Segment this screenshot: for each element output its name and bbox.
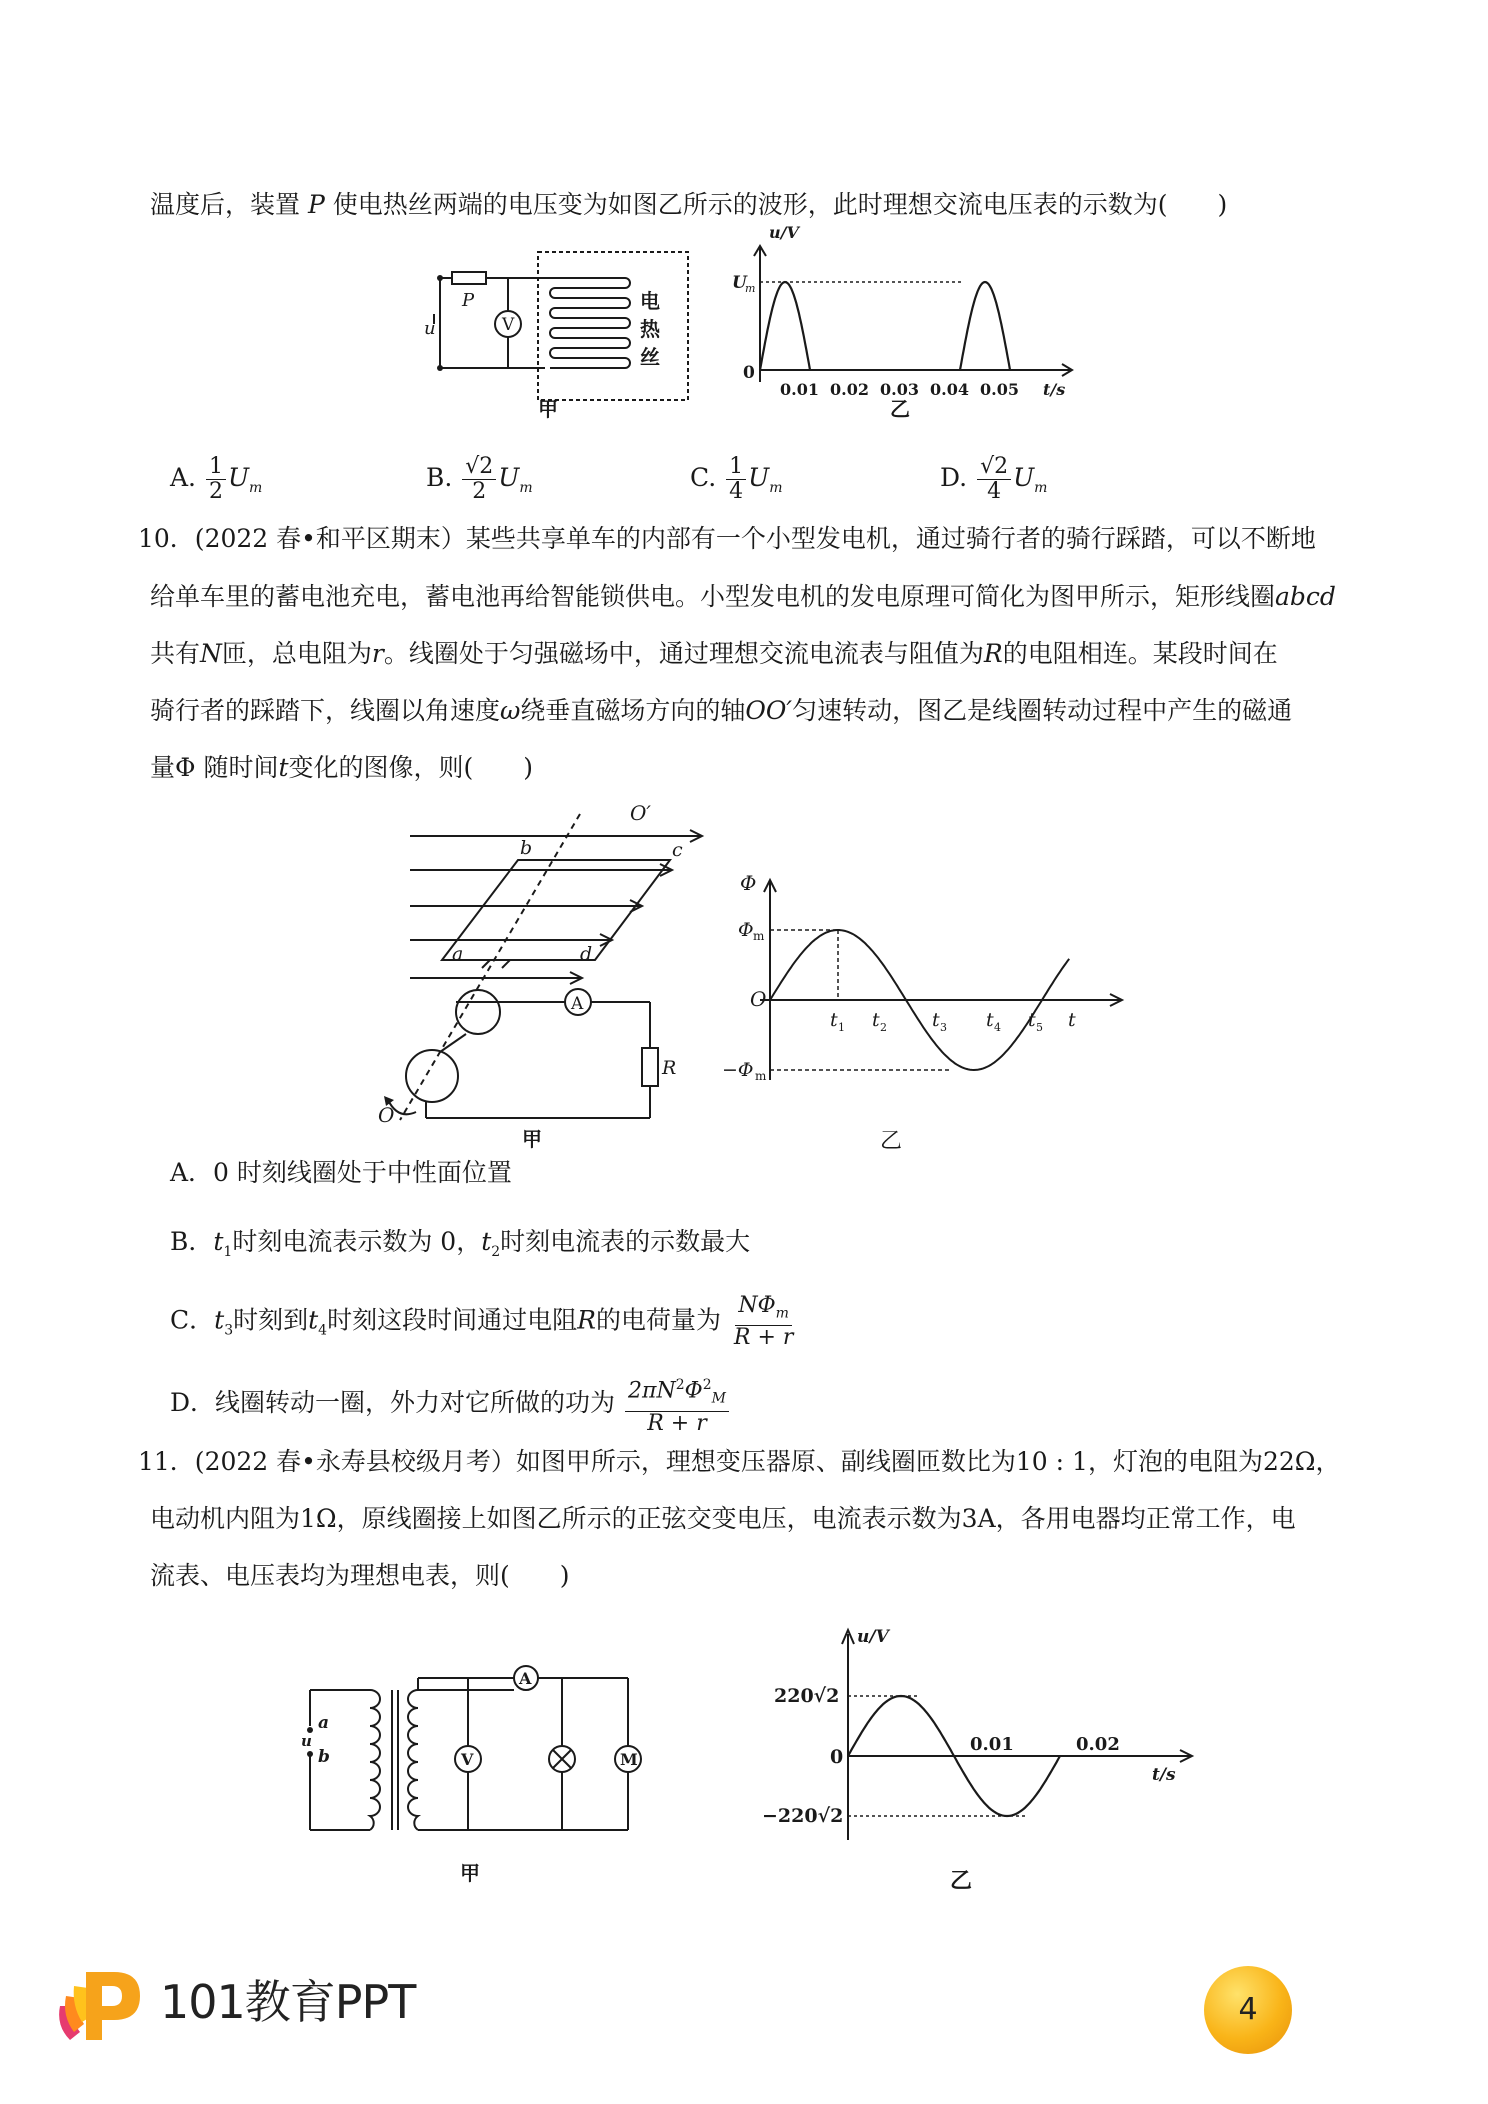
tick-t1-sub: 1 — [838, 1021, 845, 1034]
text: 使电热丝两端的电压变为如图乙所示的波形，此时理想交流电压表的示数为( ) — [332, 190, 1228, 219]
tick-t1: t — [830, 1009, 838, 1031]
label-b: b — [520, 837, 533, 859]
fraction: $\frac{N\Phi_m}{R + r}$ — [733, 1293, 794, 1351]
q11-figure-jia — [300, 1650, 660, 1900]
label-phi-m-sub: m — [753, 929, 765, 943]
tick-t3: t — [932, 1009, 940, 1031]
q11-figure-yi — [760, 1620, 1210, 1900]
origin-O: O — [750, 987, 767, 1011]
heater-label-1: 电 — [640, 289, 660, 313]
tick-0.04: 0.04 — [930, 380, 969, 399]
caption-yi: 乙 — [950, 1868, 973, 1894]
label-neg-phi-m-sub: m — [755, 1069, 767, 1083]
tick-t2-sub: 2 — [880, 1021, 887, 1034]
terminal-top — [437, 275, 443, 281]
label-peak: 220√2 — [774, 1685, 840, 1707]
label-O-prime: O′ — [630, 801, 651, 825]
q10-figure-jia — [370, 800, 730, 1160]
fraction: $\frac{√2}{4}$ — [977, 455, 1011, 504]
option-letter: C. — [690, 463, 717, 492]
option-letter: B. — [426, 463, 453, 492]
q10-line-5: 量Φ 随时间t变化的图像，则( ) — [150, 753, 534, 782]
fraction: $\frac{√2}{2}$ — [462, 455, 496, 504]
tick-t3-sub: 3 — [940, 1021, 947, 1034]
axis-label-u: u/V — [769, 223, 799, 242]
q10-line-1: 10．(2022 春•和平区期末）某些共享单车的内部有一个小型发电机，通过骑行者的骑行踩踏，可以不断地 — [138, 524, 1316, 553]
q9-option-a[interactable]: A. $\frac{1}{2}$ $U_m$ — [170, 454, 263, 504]
tick-t2: t — [872, 1009, 880, 1031]
tick-0.01: 0.01 — [970, 1734, 1014, 1755]
tick-0.05: 0.05 — [980, 380, 1019, 399]
q9-intro-line — [150, 188, 1227, 222]
half-sine-pulse-1 — [760, 282, 810, 370]
terminal-bottom — [437, 365, 443, 371]
label-R: R — [662, 1057, 677, 1079]
q11-line-3: 流表、电压表均为理想电表，则( ) — [150, 1561, 570, 1590]
label-u: u — [301, 1732, 312, 1750]
tick-t4: t — [986, 1009, 994, 1031]
q10-option-d[interactable]: D．线圈转动一圈，外力对它所做的功为 $\frac{2\pi N^2\Phi^2_M}{R + r}$ — [170, 1373, 731, 1436]
q9-option-c[interactable]: C. $\frac{1}{4}$ $U_m$ — [690, 454, 783, 504]
half-sine-pulse-2 — [960, 282, 1010, 370]
axis-label-t: t/s — [1043, 380, 1066, 399]
page-number-badge: 4 — [1204, 1966, 1292, 2054]
var-P: P — [307, 190, 325, 219]
origin-0: 0 — [743, 363, 755, 383]
option-letter: A. — [170, 463, 197, 492]
q10-line-4: 骑行者的踩踏下，线圈以角速度ω绕垂直磁场方向的轴OO′匀速转动，图乙是线圈转动过程中产生的磁通 — [150, 696, 1293, 725]
q10-figure-yi — [720, 870, 1140, 1160]
heater-label-3: 丝 — [640, 345, 660, 369]
tick-0.02: 0.02 — [1076, 1734, 1120, 1755]
axis-label-phi: Φ — [740, 871, 757, 895]
label-P: P — [462, 290, 475, 311]
q10-line-3: 共有N匝，总电阻为r。线圈处于匀强磁场中，通过理想交流电流表与阻值为R的电阻相连。某段时间在 — [150, 639, 1278, 668]
motor-M: M — [620, 1750, 638, 1769]
q9-option-d[interactable]: D. $\frac{√2}{4}$ $U_m$ — [940, 454, 1048, 504]
axis-label-t: t/s — [1152, 1765, 1176, 1785]
label-Um: U — [732, 273, 747, 293]
label-O: O — [378, 1103, 395, 1127]
label-a: a — [318, 1713, 330, 1733]
heater-label-2: 热 — [640, 317, 660, 341]
q10-option-c[interactable]: C．$t_3$时刻到$t_4$时刻这段时间通过电阻R的电荷量为 $\frac{N\Phi_m}{R + r}$ — [170, 1294, 798, 1350]
ammeter-A: A — [519, 1669, 532, 1688]
caption-yi: 乙 — [890, 397, 910, 421]
label-phi-m: Φ — [738, 919, 754, 941]
axis-label-t: t — [1068, 1009, 1076, 1031]
rectified-wave — [760, 282, 1010, 370]
label-trough: −220√2 — [762, 1805, 844, 1827]
label-b: b — [318, 1747, 330, 1767]
voltmeter-V: V — [502, 315, 515, 335]
label-a: a — [452, 943, 464, 965]
tick-t5: t — [1028, 1009, 1036, 1031]
option-letter: D. — [940, 463, 968, 492]
terminal-b — [307, 1751, 313, 1757]
caption-yi: 乙 — [880, 1129, 903, 1154]
caption-jia: 甲 — [460, 1861, 480, 1885]
q10-option-b[interactable]: B．$t_1$时刻电流表示数为 0，$t_2$时刻电流表的示数最大 — [170, 1227, 751, 1260]
label-neg-phi-m: −Φ — [722, 1059, 754, 1081]
tick-t5-sub: 5 — [1036, 1021, 1043, 1034]
origin-0: 0 — [830, 1746, 844, 1768]
q10-option-a[interactable]: A．0 时刻线圈处于中性面位置 — [170, 1158, 512, 1187]
tick-t4-sub: 4 — [994, 1021, 1001, 1034]
q10-line-2: 给单车里的蓄电池充电，蓄电池再给智能锁供电。小型发电机的发电原理可简化为图甲所示，矩形线圈abcd — [150, 582, 1336, 611]
tick-0.02: 0.02 — [830, 380, 869, 399]
label-d: d — [580, 943, 593, 965]
voltmeter-V: V — [461, 1750, 474, 1769]
label-c: c — [672, 839, 683, 861]
axis-label-u: u/V — [857, 1627, 889, 1647]
brand-logo — [52, 1962, 452, 2042]
q11-line-1: 11．(2022 春•永寿县校级月考）如图甲所示，理想变压器原、副线圈匝数比为10 : 1，灯泡的电阻为22Ω， — [138, 1447, 1341, 1476]
q9-option-b[interactable]: B. $\frac{√2}{2}$ $U_m$ — [426, 454, 533, 504]
fraction: $\frac{2\pi N^2\Phi^2_M}{R + r}$ — [625, 1373, 729, 1436]
logo-text: 101教育PPT — [160, 1975, 416, 2029]
q11-line-2: 电动机内阻为1Ω，原线圈接上如图乙所示的正弦交变电压，电流表示数为3A，各用电器均正常工作，电 — [150, 1504, 1296, 1533]
ammeter-A: A — [571, 994, 584, 1014]
label-Um-sub: m — [745, 282, 756, 295]
logo-p-icon — [52, 1966, 144, 2042]
label-u: u — [424, 318, 436, 339]
q9-figure — [420, 223, 1080, 428]
caption-jia: 甲 — [538, 397, 558, 421]
tick-0.03: 0.03 — [880, 380, 919, 399]
fraction: $\frac{1}{4}$ — [726, 455, 746, 504]
tick-0.01: 0.01 — [780, 380, 819, 399]
text: 温度后，装置 — [150, 190, 301, 219]
fraction: $\frac{1}{2}$ — [206, 455, 226, 504]
caption-jia: 甲 — [522, 1127, 542, 1151]
